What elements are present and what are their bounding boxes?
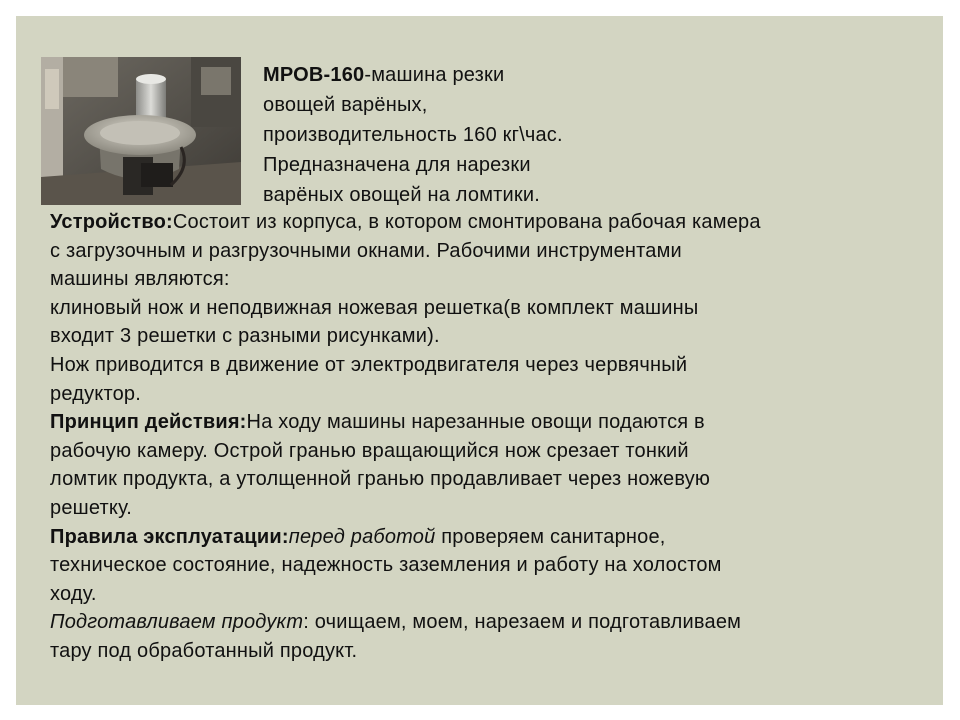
rules-heading: Правила эксплуатации: — [50, 525, 289, 548]
principle-line: Принцип действия:На ходу машины нарезанные овощи подаются в — [50, 411, 705, 434]
slide — [16, 16, 943, 705]
principle-line: решетку. — [50, 496, 133, 519]
prep-line: тару под обработанный продукт. — [50, 639, 358, 662]
rules-line: техническое состояние, надежность заземления и работу на холостом — [50, 554, 722, 577]
vegetable-cutting-machine-photo-icon — [41, 57, 241, 205]
device-line: клиновый нож и неподвижная ножевая решетка(в комплект машины — [50, 296, 699, 319]
device-line: с загрузочным и разгрузочными окнами. Рабочими инструментами — [50, 239, 682, 262]
machine-photo — [41, 57, 241, 205]
intro-line: овощей варёных, — [263, 94, 428, 116]
intro-line: производительность 160 кг\час. — [263, 124, 563, 146]
prep-heading: Подготавливаем продукт — [50, 611, 304, 634]
device-line: Устройство:Состоит из корпуса, в котором смонтирована рабочая камера — [50, 211, 761, 233]
principle-heading: Принцип действия: — [50, 411, 247, 434]
device-line: Нож приводится в движение от электродвигателя через червячный — [50, 353, 688, 376]
intro-line: варёных овощей на ломтики. — [263, 184, 540, 206]
model-name: МРОВ-160 — [263, 64, 365, 86]
prep-line: Подготавливаем продукт: очищаем, моем, нарезаем и подготавливаем — [50, 611, 742, 634]
principle-line: рабочую камеру. Острой гранью вращающийся нож срезает тонкий — [50, 439, 689, 462]
description-body — [50, 208, 930, 666]
machine-intro — [263, 60, 903, 210]
device-heading: Устройство: — [50, 211, 173, 233]
principle-line: ломтик продукта, а утолщенной гранью продавливает через ножевую — [50, 468, 711, 491]
rules-line: ходу. — [50, 582, 97, 605]
intro-line: МРОВ-160-машина резки — [263, 64, 505, 86]
device-line: редуктор. — [50, 382, 141, 405]
rules-line: Правила эксплуатации:перед работой проверяем санитарное, — [50, 525, 666, 548]
device-line: машины являются: — [50, 268, 230, 291]
intro-line: Предназначена для нарезки — [263, 154, 531, 176]
device-line: входит 3 решетки с разными рисунками). — [50, 325, 440, 348]
